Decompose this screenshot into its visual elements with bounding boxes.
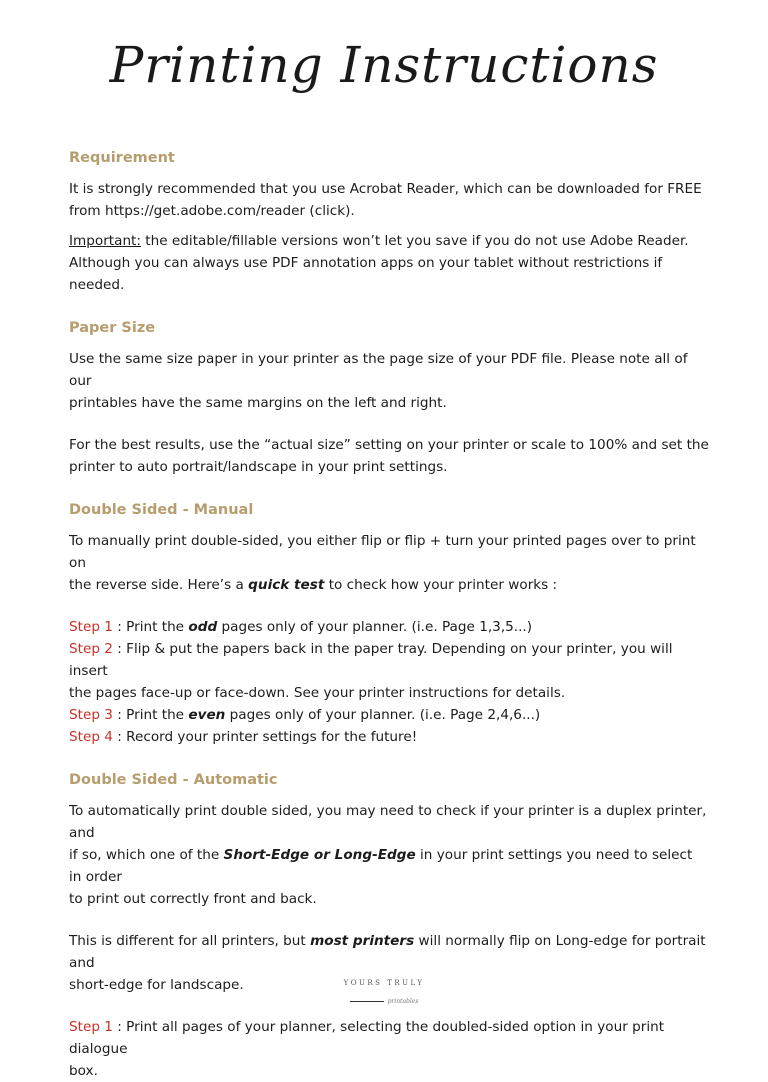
automatic-line-3: to print out correctly front and back. bbox=[69, 891, 317, 907]
quick-test-text: quick test bbox=[248, 577, 325, 593]
most-printers-text: most printers bbox=[310, 933, 415, 949]
automatic-step bbox=[69, 1016, 709, 1082]
brand-name: YOURS TRULY bbox=[343, 979, 425, 987]
even-text: even bbox=[188, 707, 226, 723]
paper-size-paragraph-1 bbox=[69, 348, 709, 414]
step-2-label: Step 2 bbox=[69, 641, 113, 657]
step-4-text: : Record your printer settings for the future! bbox=[112, 729, 418, 745]
brand-subline bbox=[350, 998, 419, 1005]
step-1-label: Step 1 bbox=[69, 619, 113, 635]
instructions-body bbox=[69, 150, 709, 1082]
important-label: Important: bbox=[69, 233, 141, 249]
automatic-line-4a: This is different for all printers, but bbox=[69, 933, 311, 949]
manual-line-2a: the reverse side. Here’s a bbox=[69, 577, 249, 593]
manual-steps bbox=[69, 616, 709, 748]
auto-step-1-continuation: box. bbox=[69, 1063, 98, 1079]
step-3-text-a: : Print the bbox=[112, 707, 189, 723]
paper-size-line-2: printables have the same margins on the left and right. bbox=[69, 395, 447, 411]
important-paragraph bbox=[69, 230, 709, 296]
automatic-line-1: To automatically print double sided, you may need to check if your printer is a duplex printer, and bbox=[69, 803, 707, 841]
requirement-paragraph bbox=[69, 178, 709, 222]
paper-size-line-1: Use the same size paper in your printer as the page size of your PDF file. Please note all of our bbox=[69, 351, 688, 389]
step-1-text-a: : Print the bbox=[112, 619, 189, 635]
paper-size-heading: Paper Size bbox=[69, 320, 156, 336]
automatic-line-4c: will normally flip on Long-edge for portrait and bbox=[69, 933, 706, 971]
odd-text: odd bbox=[188, 619, 218, 635]
automatic-line-2a: if so, which one of the bbox=[69, 847, 224, 863]
paper-size-line-3: For the best results, use the “actual size” setting on your printer or scale to 100% and set the bbox=[69, 437, 709, 453]
requirement-line-2: from https://get.adobe.com/reader (click). bbox=[69, 203, 355, 219]
step-1-text-c: pages only of your planner. (i.e. Page 1,3,5...) bbox=[217, 619, 533, 635]
auto-step-1-text: : Print all pages of your planner, selecting the doubled-sided option in your print dialogue bbox=[69, 1019, 665, 1057]
requirement-heading: Requirement bbox=[69, 150, 175, 166]
paper-size-paragraph-2 bbox=[69, 434, 709, 478]
step-2-text: : Flip & put the papers back in the paper tray. Depending on your printer, you will insert bbox=[69, 641, 673, 679]
automatic-heading: Double Sided - Automatic bbox=[69, 772, 278, 788]
edge-option-text: Short-Edge or Long-Edge bbox=[223, 847, 416, 863]
step-3-label: Step 3 bbox=[69, 707, 113, 723]
step-4-label: Step 4 bbox=[69, 729, 113, 745]
manual-line-2c: to check how your printer works : bbox=[324, 577, 558, 593]
step-3-text-c: pages only of your planner. (i.e. Page 2,4,6...) bbox=[225, 707, 541, 723]
manual-heading: Double Sided - Manual bbox=[69, 502, 254, 518]
important-line-2: Although you can always use PDF annotation apps on your tablet without restrictions if needed. bbox=[69, 255, 663, 293]
paper-size-line-4: printer to auto portrait/landscape in your print settings. bbox=[69, 459, 448, 475]
brand-divider bbox=[350, 1001, 384, 1002]
automatic-line-5: short-edge for landscape. bbox=[69, 977, 244, 993]
automatic-paragraph-1 bbox=[69, 800, 709, 910]
step-2-continuation: the pages face-up or face-down. See your printer instructions for details. bbox=[69, 685, 566, 701]
requirement-line-1: It is strongly recommended that you use Acrobat Reader, which can be downloaded for FREE bbox=[69, 181, 702, 197]
footer-logo bbox=[0, 979, 768, 1006]
automatic-line-2c: in your print settings you need to select in order bbox=[69, 847, 693, 885]
manual-paragraph bbox=[69, 530, 709, 596]
page-title: Printing Instructions bbox=[109, 36, 659, 94]
manual-line-1: To manually print double-sided, you either flip or flip + turn your printed pages over to print on bbox=[69, 533, 696, 571]
auto-step-1-label: Step 1 bbox=[69, 1019, 113, 1035]
important-line-1: the editable/fillable versions won’t let you save if you do not use Adobe Reader. bbox=[140, 233, 689, 249]
brand-tagline: printables bbox=[387, 998, 419, 1005]
